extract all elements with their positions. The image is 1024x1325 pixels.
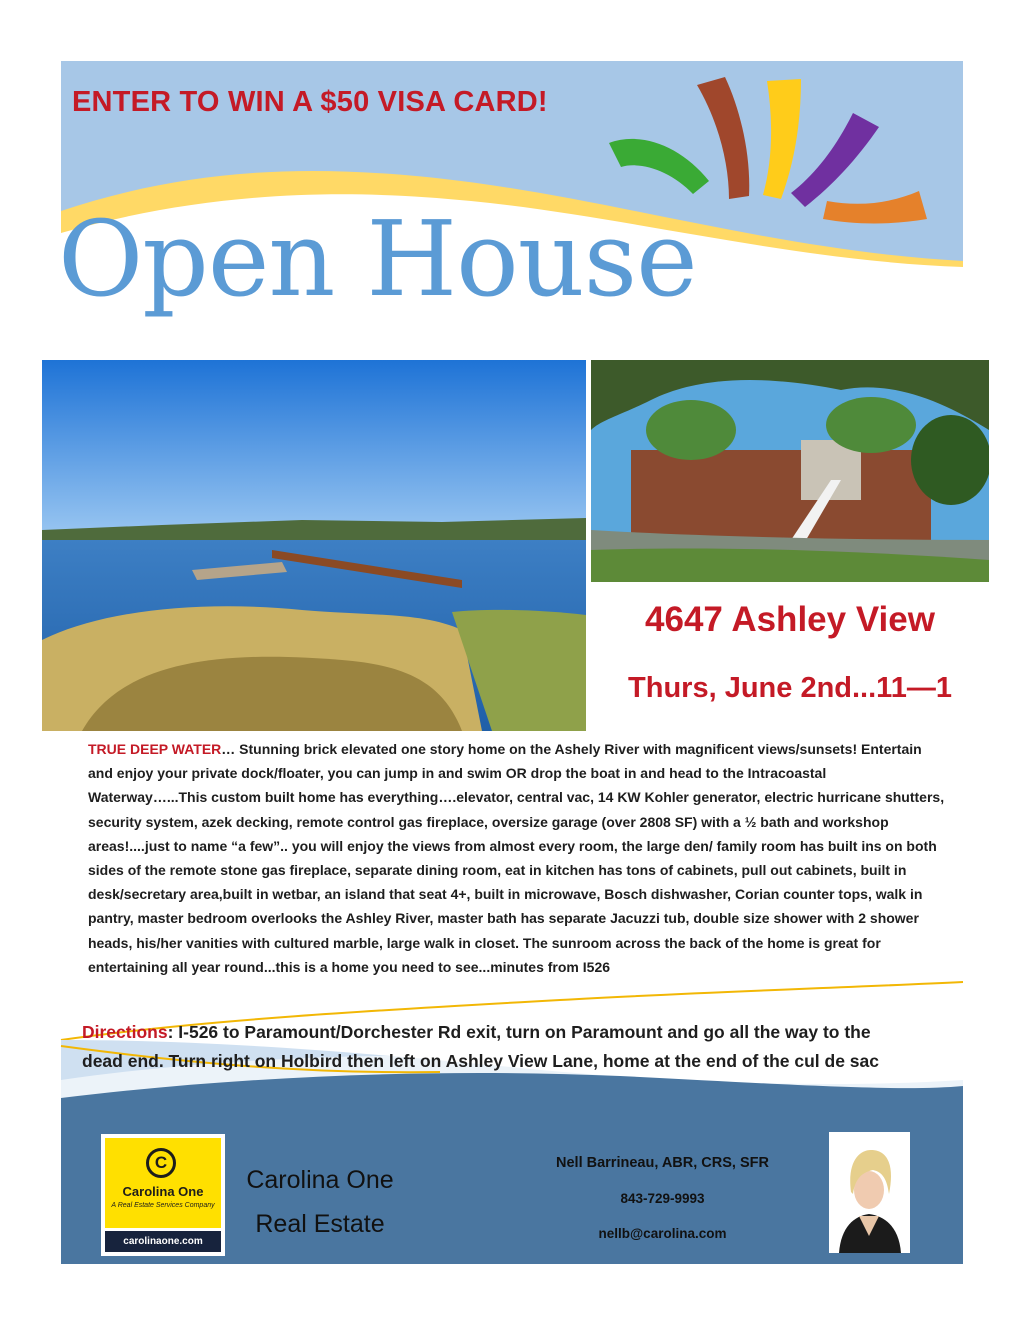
sun-ray-orange xyxy=(823,191,927,224)
sun-ray-green xyxy=(609,139,709,194)
agent-phone: 843-729-9993 xyxy=(620,1191,705,1206)
logo-name: Carolina One xyxy=(122,1184,204,1199)
company-line-1: Carolina One xyxy=(246,1166,394,1194)
logo-tagline: A Real Estate Services Company xyxy=(111,1202,215,1209)
house-photo xyxy=(591,360,989,582)
page-title: Open House xyxy=(58,198,697,320)
agent-photo xyxy=(829,1132,910,1253)
listing-address: 4647 Ashley View xyxy=(645,600,935,639)
brokerage-logo xyxy=(101,1134,225,1256)
listing-description xyxy=(88,737,948,979)
open-house-datetime: Thurs, June 2nd...11—1 xyxy=(628,672,952,704)
company-name xyxy=(234,1158,406,1246)
copyright-c-icon: C xyxy=(146,1148,176,1178)
dock-photo xyxy=(42,360,586,731)
company-line-2: Real Estate xyxy=(255,1210,385,1238)
directions-lead: Directions xyxy=(82,1022,168,1042)
sun-ray-yellow xyxy=(763,79,801,199)
description-lead: TRUE DEEP WATER xyxy=(88,741,222,757)
directions-body: : I-526 to Paramount/Dorchester Rd exit, turn on Paramount and go all the way to the dead end. Turn right on Holbird then left on Ashley View Lane, home at the end of the cul de sac xyxy=(82,1022,879,1071)
logo-url: carolinaone.com xyxy=(105,1231,221,1252)
agent-name: Nell Barrineau, ABR, CRS, SFR xyxy=(556,1155,769,1171)
promo-headline: ENTER TO WIN A $50 VISA CARD! xyxy=(72,86,548,118)
description-body: … Stunning brick elevated one story home on the Ashely River with magnificent views/sunsets! Entertain and enjoy your private dock/floater, you can jump in and swim OR drop the boat in and head to the Intracoastal Waterway…...This custom built home has everything….elevator, central vac, 14 KW Kohler generator, electric hurricane shutters, security system, azek decking, remote control gas fireplace, oversize garage (over 2808 SF) with a ½ bath and workshop areas!....just to name “a few”.. you will enjoy the views from almost every room, the large den/ family room has built ins on both sides of the remote stone gas fireplace, separate dining room, eat in kitchen has tons of cabinets, pull out cabinets, built in desk/secretary area,built in wetbar, an island that seat 4+, built in microwave, Bosch dishwasher, Corian counter tops, walk in pantry, master bedroom overlooks the Ashley River, master bath has separate Jacuzzi tub, double size shower with 2 shower heads, his/her vanities with cultured marble, large walk in closet. The sunroom across the back of the home is great for entertaining all year round...this is a home you need to see...minutes from I526 xyxy=(88,741,945,975)
agent-email: nellb@carolina.com xyxy=(598,1226,727,1241)
sun-ray-purple xyxy=(791,113,879,207)
directions xyxy=(82,1018,912,1076)
